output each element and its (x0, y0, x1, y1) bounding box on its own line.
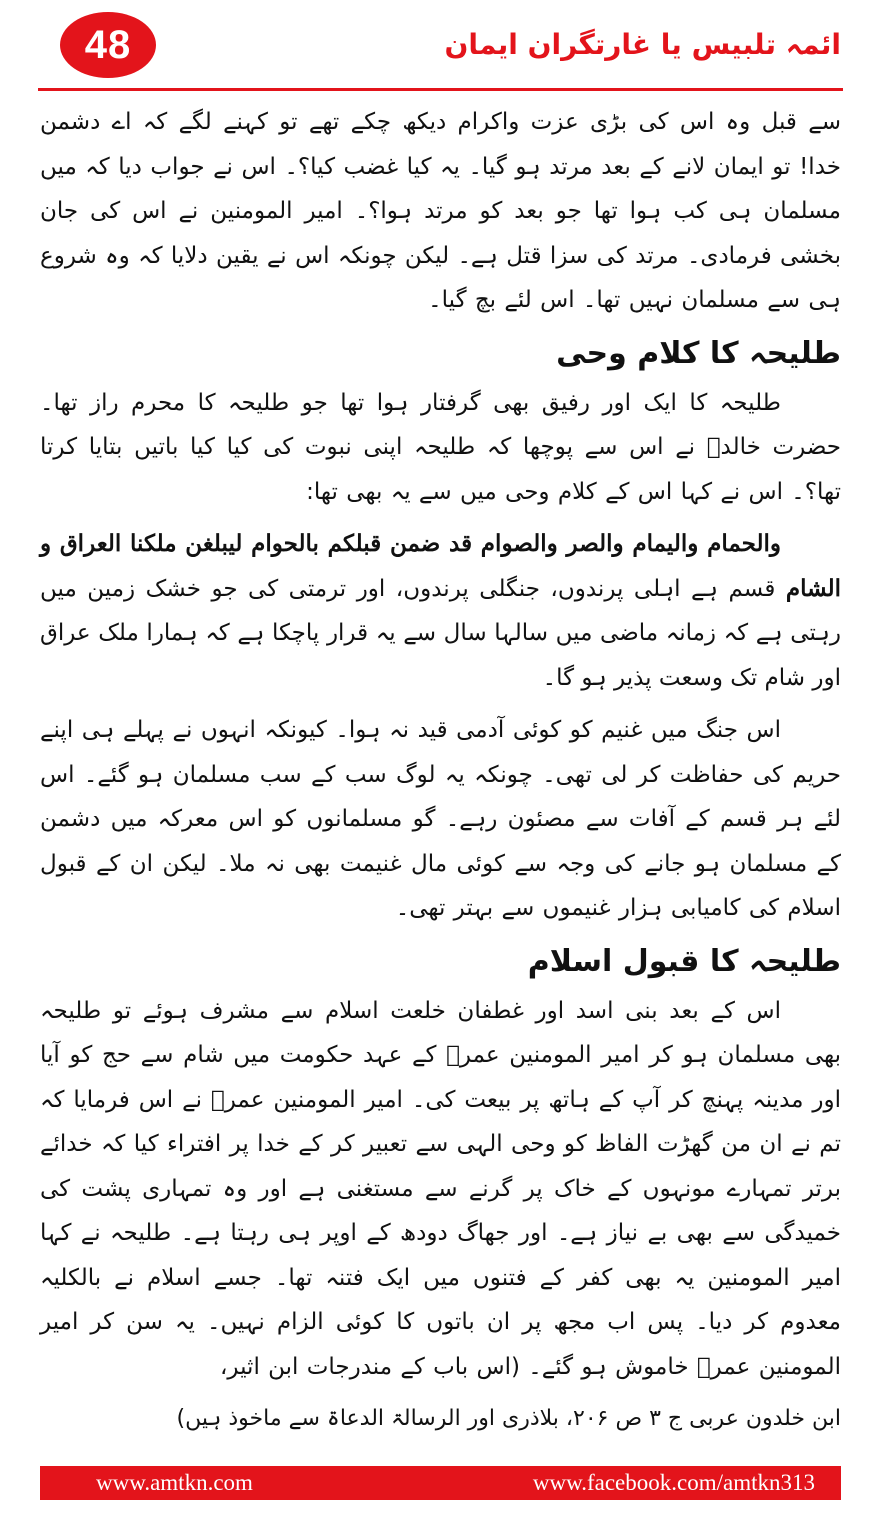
book-title: ائمہ تلبیس یا غارتگران ایمان (444, 28, 841, 61)
page-number: 48 (84, 22, 132, 67)
arabic-quote: والحمام واليمام والصر والصوام قد ضمن قبلكم بالحوام ليبلغن ملكنا العراق و الشام (40, 530, 841, 602)
page-body (40, 100, 841, 1442)
quote-translation: قسم ہے اہلی پرندوں، جنگلی پرندوں، اور ترمتی کی جو خشک زمین میں رہتی ہے کہ زمانہ ماضی میں سالہا سال سے یہ قرار پاچکا ہے کہ ہمارا ملک عراق اور شام تک وسعت پذیر ہو گا۔ (40, 575, 841, 691)
section-heading-qubool-islam: طلیحہ کا قبول اسلام (527, 943, 841, 979)
quote-paragraph (40, 522, 841, 700)
website-link[interactable]: www.amtkn.com (96, 1470, 253, 1495)
paragraph-battle: اس جنگ میں غنیم کو کوئی آدمی قید نہ ہوا۔ کیونکہ انہوں نے پہلے ہی اپنے حریم کی حفاظت کر لی تھی۔ چونکہ یہ لوگ سب کے سب مسلمان ہو گئے۔ اس لئے ہر قسم کے آفات سے مصئون رہے۔ گو مسلمانوں کو اس معرکہ میں دشمن کے مسلمان ہو جانے کی وجہ سے کوئی مال غنیمت بھی نہ ملا۔ لیکن ان کے قبول اسلام کی کامیابی ہزار غنیموں سے بہتر تھی۔ (40, 717, 841, 921)
paragraph-acceptance: اس کے بعد بنی اسد اور غطفان خلعت اسلام سے مشرف ہوئے تو طلیحہ بھی مسلمان ہو کر امیر المومنین عمرؓ کے عہد حکومت میں شام سے حج کو آیا اور مدینہ پہنچ کر آپ کے ہاتھ پر بیعت کی۔ امیر المومنین عمرؓ نے اس فرمایا کہ تم نے ان من گھڑت الفاظ کو وحی الہی سے تعبیر کر کے خدا پر افتراء کیا کہ خدائے برتر تمہارے مونہوں کے خاک پر گرنے سے مستغنی ہے اور وہ تمہاری پشت کی خمیدگی سے بھی بے نیاز ہے۔ اور جھاگ دودھ کے اوپر ہی رہتا ہے۔ طلیحہ نے کہا امیر المومنین یہ بھی کفر کے فتنوں میں ایک فتنہ تھا۔ جسے اسلام نے بالکلیہ معدوم کر دیا۔ پس اب مجھ پر ان باتوں کا کوئی الزام نہیں۔ یہ سن کر امیر المومنین عمرؓ خاموش ہو گئے۔ (اس باب کے مندرجات ابن اثیر، (40, 997, 841, 1380)
source-note: ابن خلدون عربی ج ۳ ص ۲۰۶، بلاذری اور الرسالۃ الدعاۃ سے ماخوذ ہیں) (176, 1406, 841, 1431)
header-divider (38, 88, 843, 91)
paragraph-tulayha-companion: طلیحہ کا ایک اور رفیق بھی گرفتار ہوا تھا جو طلیحہ کا محرم راز تھا۔ حضرت خالدؓ نے اس سے پوچھا کہ طلیحہ اپنی نبوت کی کیا کیا باتیں بتایا کرتا تھا؟۔ اس نے کہا اس کے کلام وحی میں سے یہ بھی تھا: (40, 389, 841, 505)
page-number-badge (60, 12, 156, 78)
facebook-link[interactable]: www.facebook.com/amtkn313 (532, 1470, 815, 1495)
section-heading-kalam-wahi: طلیحہ کا کلام وحی (556, 335, 841, 371)
footer-bar (40, 1466, 841, 1500)
intro-paragraph: سے قبل وہ اس کی بڑی عزت واکرام دیکھ چکے تھے تو کہنے لگے کہ اے دشمن خدا! تو ایمان لانے کے بعد مرتد ہو گیا۔ یہ کیا غضب کیا؟۔ اس نے جواب دیا کہ میں مسلمان ہی کب ہوا تھا جو بعد کو مرتد ہوا؟۔ امیر المومنین نے اس کی جان بخشی فرمادی۔ مرتد کی سزا قتل ہے۔ لیکن چونکہ اس نے یقین دلایا کہ وہ شروع ہی سے مسلمان نہیں تھا۔ اس لئے بچ گیا۔ (40, 109, 841, 313)
